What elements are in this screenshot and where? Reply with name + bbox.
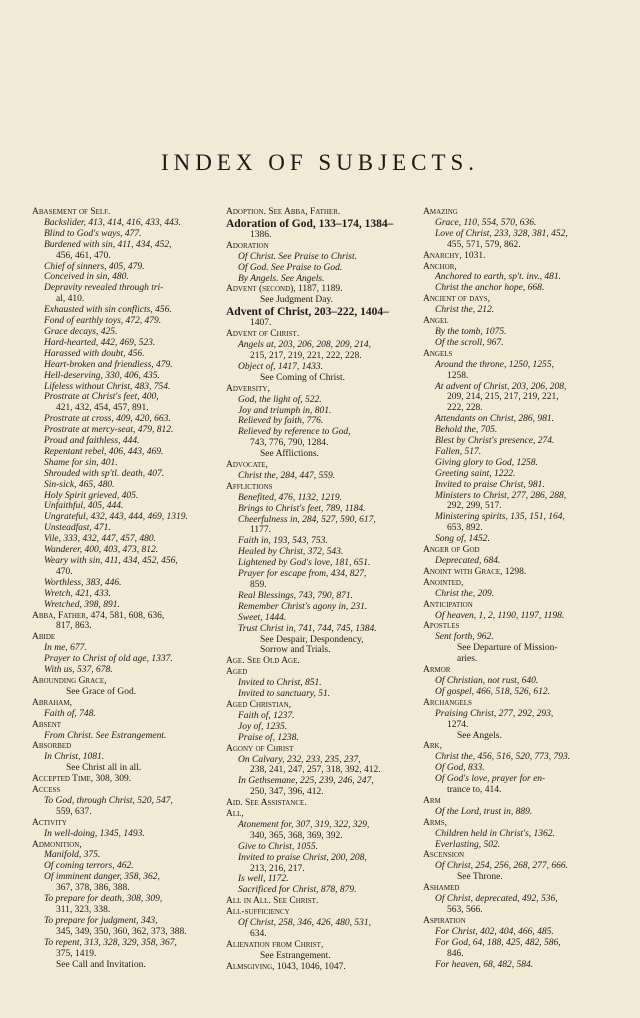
index-entry: Prostrate at Christ's feet, 400,: [44, 392, 159, 403]
index-heading: Angel: [423, 316, 449, 327]
index-entry: Blind to God's ways, 477.: [44, 228, 142, 239]
index-entry: Trust Christ in, 741, 744, 745, 1384.: [238, 623, 377, 634]
index-entry: Christ the, 284, 447, 559.: [238, 470, 336, 481]
index-heading: Age. See Old Age.: [226, 656, 300, 667]
index-column-2: [226, 207, 414, 973]
index-heading: Adoration of God, 133–174, 1384–: [226, 217, 394, 230]
index-entry: Christ the, 456, 516, 520, 773, 793.: [435, 752, 571, 763]
index-entry: Shrouded with sp'tl. death, 407.: [44, 468, 165, 479]
index-entry: Backslider, 413, 414, 416, 433, 443.: [44, 217, 181, 228]
index-entry: See Call and Invitation.: [56, 959, 146, 970]
index-entry: Proud and faithless, 444.: [44, 436, 140, 447]
index-entry: Joy and triumph in, 801.: [238, 405, 332, 416]
index-entry: 1386.: [250, 229, 272, 240]
index-entry: For God, 64, 188, 425, 482, 586,: [435, 937, 561, 948]
index-entry: Fallen, 517.: [435, 446, 482, 457]
index-entry: 311, 323, 338.: [56, 905, 111, 915]
index-entry: Of God, 833.: [435, 763, 485, 774]
index-heading: Almsgiving, 1043, 1046, 1047.: [226, 961, 346, 972]
index-entry: Exhausted with sin conflicts, 456.: [44, 305, 172, 316]
index-entry: Hard-hearted, 442, 469, 523.: [44, 337, 156, 348]
index-entry: Ungrateful, 432, 443, 444, 469, 1319.: [44, 512, 188, 523]
index-entry: 456, 461, 470.: [56, 250, 111, 261]
index-entry: 817, 863.: [56, 621, 92, 632]
index-entry: 292, 299, 517.: [447, 501, 502, 512]
index-entry: For heaven, 68, 482, 584.: [435, 959, 534, 970]
index-entry: Blest by Christ's presence, 274.: [435, 436, 555, 447]
index-entry: al, 410.: [56, 294, 85, 305]
index-cross-reference: See Christ all in all.: [66, 763, 142, 774]
index-entry: Behold the, 705.: [435, 425, 498, 436]
index-entry: 563, 566.: [447, 905, 483, 915]
index-entry: 421, 432, 454, 457, 891.: [56, 403, 149, 414]
index-entry: At advent of Christ, 203, 206, 208,: [435, 381, 567, 392]
index-entry: 340, 365, 368, 369, 392.: [250, 830, 343, 841]
index-entry: Wretched, 398, 891.: [44, 599, 120, 610]
index-entry: Cheerfulness in, 284, 527, 590, 617,: [238, 514, 376, 525]
index-entry: By Angels. See Angels.: [238, 273, 325, 284]
index-heading: Amazing: [423, 207, 458, 217]
index-entry: Around the throne, 1250, 1255,: [435, 359, 554, 370]
index-entry: Of gospel, 466, 518, 526, 612.: [435, 686, 551, 697]
index-column-1: [32, 207, 220, 970]
index-entry: 470.: [56, 566, 73, 577]
index-heading: Anger of God: [423, 545, 480, 556]
index-heading: Adoration: [226, 240, 269, 251]
index-heading: Aspiration: [423, 915, 466, 926]
index-entry: Unfaithful, 405, 444.: [44, 501, 124, 512]
index-cross-reference: See Grace of God.: [66, 686, 137, 697]
index-entry: Sent forth, 962.: [435, 632, 494, 643]
index-entry: With us, 537, 678.: [44, 665, 113, 676]
index-entry: Of coming terrors, 462.: [44, 861, 134, 872]
index-entry: Angels at, 203, 206, 208, 209, 214,: [238, 340, 371, 351]
index-heading: Absorbed: [32, 741, 72, 752]
index-entry: 213, 216, 217.: [250, 863, 305, 874]
index-heading: Arms,: [423, 817, 448, 828]
index-entry: Benefited, 476, 1132, 1219.: [238, 492, 343, 503]
index-entry: Repentant rebel, 406, 443, 469.: [44, 446, 164, 457]
index-entry: Depravity revealed through tri-: [44, 283, 164, 294]
index-heading: Adversity,: [226, 383, 270, 394]
index-heading: Armor: [423, 665, 451, 676]
index-entry: Shame for sin, 401.: [44, 457, 118, 468]
index-entry: 846.: [447, 948, 464, 959]
index-entry: Praising Christ, 277, 292, 293,: [435, 708, 554, 719]
index-entry: Lightened by God's love, 181, 651.: [238, 558, 371, 569]
index-entry: Holy Spirit grieved, 405.: [44, 490, 139, 501]
index-heading: Abasement of Self.: [32, 207, 111, 217]
page-title: INDEX OF SUBJECTS.: [160, 150, 480, 175]
index-entry: Remember Christ's agony in, 231.: [238, 601, 368, 612]
index-heading: Accepted Time, 308, 309.: [32, 774, 132, 785]
index-cross-reference: See Departure of Mission-: [457, 643, 558, 654]
index-entry: Heart-broken and friendless, 479.: [44, 359, 173, 370]
index-entry: Faith in, 193, 543, 753.: [238, 536, 328, 547]
index-entry: Invited to praise Christ, 200, 208,: [238, 852, 367, 863]
index-entry: Of Christian, not rust, 640.: [435, 675, 539, 686]
index-heading: Advent of Christ, 203–222, 1404–: [226, 306, 389, 319]
index-heading: Apostles: [423, 621, 460, 632]
index-heading: Alienation from Christ,: [226, 939, 324, 950]
index-entry: Christ the, 209.: [435, 588, 495, 599]
index-entry: 1177.: [250, 525, 272, 536]
index-entry: For Christ, 402, 404, 466, 485.: [435, 926, 554, 937]
index-entry: Of God. See Praise to God.: [238, 262, 343, 273]
index-entry: Prayer to Christ of old age, 1337.: [44, 654, 173, 665]
index-heading: Anointed,: [423, 577, 464, 588]
index-entry: 215, 217, 219, 221, 222, 228.: [250, 350, 362, 361]
index-entry: To God, through Christ, 520, 547,: [44, 795, 173, 806]
index-entry: 209, 214, 215, 217, 219, 221,: [447, 392, 559, 403]
index-entry: Attendants on Christ, 286, 981.: [435, 414, 555, 425]
index-entry: Invited to praise Christ, 981.: [435, 479, 545, 490]
index-entry: In Christ, 1081.: [44, 752, 105, 763]
index-entry: Atonement for, 307, 319, 322, 329,: [238, 819, 370, 830]
index-entry: Sin-sick, 465, 480.: [44, 479, 115, 490]
index-heading: Ascension: [423, 850, 465, 861]
index-entry: Is well, 1172.: [238, 874, 289, 885]
index-entry: 238, 241, 247, 257, 318, 392, 412.: [250, 765, 381, 776]
index-entry: In me, 677.: [44, 643, 87, 654]
index-heading: Abounding Grace,: [32, 675, 107, 686]
index-cross-reference: See Despair, Despondency,: [260, 634, 364, 645]
index-entry: 1258.: [447, 370, 469, 381]
index-entry: Healed by Christ, 372, 543.: [238, 547, 344, 558]
index-entry: On Calvary, 232, 233, 235, 237,: [238, 754, 361, 765]
index-heading: Abba, Father, 474, 581, 608, 636,: [32, 610, 165, 621]
index-entry: Song of, 1452.: [435, 534, 490, 545]
index-entry: To prepare for death, 308, 309,: [44, 894, 163, 905]
index-entry: Unsteadfast, 471.: [44, 523, 111, 534]
index-entry: Prostrate at mercy-seat, 479, 812.: [44, 425, 174, 436]
index-entry: 222, 228.: [447, 403, 483, 414]
index-heading: Advent (second), 1187, 1189.: [226, 284, 343, 295]
index-entry: Sacrificed for Christ, 878, 879.: [238, 885, 357, 896]
index-entry: Manifold, 375.: [44, 850, 101, 861]
index-entry: Christ the anchor hope, 668.: [435, 283, 545, 294]
index-heading: Activity: [32, 817, 67, 828]
index-entry: Chief of sinners, 405, 479.: [44, 261, 145, 272]
index-entry: Hell-deserving, 330, 406, 435.: [44, 370, 160, 381]
index-heading: Afflictions: [226, 481, 273, 492]
index-heading: Ancient of days,: [423, 294, 491, 305]
index-entry: Ministers to Christ, 277, 286, 288,: [435, 490, 567, 501]
index-entry: Invited to Christ, 851.: [238, 678, 322, 689]
index-heading: All,: [226, 809, 244, 820]
index-heading: Aged Christian,: [226, 699, 291, 710]
index-entry: Of heaven, 1, 2, 1190, 1197, 1198.: [435, 610, 565, 621]
index-heading: Advocate,: [226, 460, 268, 471]
index-entry: To repent, 313, 328, 329, 358, 367,: [44, 937, 177, 948]
index-entry: Wretch, 421, 433.: [44, 588, 111, 599]
index-entry: Christ the, 212.: [435, 305, 495, 316]
index-entry: Relieved by reference to God,: [238, 427, 351, 438]
index-entry: In Gethsemane, 225, 239, 246, 247,: [238, 776, 374, 787]
index-entry: 743, 776, 790, 1284.: [250, 438, 329, 449]
index-entry: 1407.: [250, 318, 272, 329]
index-entry: Brings to Christ's feet, 789, 1184.: [238, 503, 366, 514]
index-entry: Prostrate at cross, 409, 420, 663.: [44, 414, 171, 425]
index-heading: Advent of Christ.: [226, 329, 300, 340]
index-entry: Grace, 110, 554, 570, 636.: [435, 217, 537, 228]
index-cross-reference: See Afflictions.: [260, 449, 319, 460]
index-entry: In well-doing, 1345, 1493.: [44, 828, 145, 839]
index-entry: Give to Christ, 1055.: [238, 841, 318, 852]
index-heading: Adoption. See Abba, Father.: [226, 207, 341, 217]
index-entry: Anchored to earth, sp't. inv., 481.: [435, 272, 562, 283]
index-entry: Vile, 333, 432, 447, 457, 480.: [44, 534, 156, 545]
index-cross-reference: aries.: [457, 654, 478, 665]
index-heading: Anticipation: [423, 599, 473, 610]
index-entry: Object of, 1417, 1433.: [238, 361, 323, 372]
index-entry: Prayer for escape from, 434, 827,: [238, 569, 367, 580]
index-column-3: [423, 207, 613, 970]
index-entry: Love of Christ, 233, 328, 381, 452,: [435, 228, 568, 239]
index-entry: Faith of, 1237.: [238, 710, 295, 721]
index-entry: 653, 892.: [447, 523, 483, 534]
index-entry: God, the light of, 522.: [238, 394, 322, 405]
index-entry: Wanderer, 400, 403, 473, 812.: [44, 545, 159, 556]
index-cross-reference: See Angels.: [457, 730, 502, 741]
index-entry: Of imminent danger, 358, 362,: [44, 872, 160, 883]
index-entry: 250, 347, 396, 412.: [250, 787, 324, 798]
index-heading: Anarchy, 1031.: [423, 250, 486, 261]
index-entry: Praise of, 1238.: [238, 732, 299, 743]
index-entry: Everlasting, 502.: [435, 839, 501, 850]
index-entry: Of God's love, prayer for en-: [435, 774, 546, 785]
index-entry: 345, 349, 350, 360, 362, 373, 388.: [56, 926, 187, 937]
index-entry: Real Blessings, 743, 790, 871.: [238, 590, 354, 601]
index-heading: Admonition,: [32, 839, 82, 850]
index-entry: Children held in Christ's, 1362.: [435, 828, 555, 839]
index-cross-reference: See Coming of Christ.: [260, 372, 345, 383]
index-entry: Giving glory to God, 1258.: [435, 457, 538, 468]
index-entry: Lifeless without Christ, 483, 754.: [44, 381, 171, 392]
index-heading: Agony of Christ: [226, 743, 294, 754]
index-entry: By the tomb, 1075.: [435, 326, 507, 337]
index-heading: Ark,: [423, 741, 442, 752]
index-entry: trance to, 414.: [447, 785, 502, 796]
index-cross-reference: See Judgment Day.: [260, 295, 333, 306]
index-entry: Conceived in sin, 480.: [44, 272, 129, 283]
index-entry: Of Christ. See Praise to Christ.: [238, 251, 358, 262]
index-entry: Worthless, 383, 446.: [44, 577, 122, 588]
index-entry: Invited to sanctuary, 51.: [238, 689, 331, 700]
index-entry: 375, 1419.: [56, 948, 97, 959]
index-entry: 559, 637.: [56, 806, 92, 817]
index-heading: All-sufficiency: [226, 907, 290, 918]
index-entry: Of Christ, deprecated, 492, 536,: [435, 894, 558, 905]
index-entry: 1274.: [447, 719, 469, 730]
index-entry: Deprecated, 684.: [435, 556, 501, 566]
index-heading: Angels: [423, 348, 453, 359]
index-heading: Access: [32, 785, 61, 796]
index-cross-reference: See Estrangement.: [260, 950, 331, 961]
index-entry: From Christ. See Estrangement.: [44, 730, 167, 741]
index-heading: Aged: [226, 667, 248, 678]
index-heading: Ashamed: [423, 883, 460, 894]
index-heading: Anoint with Grace, 1298.: [423, 566, 527, 577]
index-entry: Relieved by faith, 776.: [238, 416, 324, 427]
index-entry: Faith of, 748.: [44, 708, 96, 719]
index-heading: Arm: [423, 795, 441, 806]
index-entry: Burdened with sin, 411, 434, 452,: [44, 239, 172, 250]
index-entry: 367, 378, 386, 388.: [56, 883, 130, 894]
index-heading: Abraham,: [32, 697, 72, 708]
index-entry: 634.: [250, 929, 267, 939]
index-entry: 859.: [250, 580, 267, 590]
index-heading: Abide: [32, 632, 56, 643]
index-entry: Grace decays, 425.: [44, 326, 118, 337]
index-entry: Of the Lord, trust in, 889.: [435, 806, 533, 817]
index-cross-reference: See Throne.: [457, 872, 503, 883]
index-cross-reference: Sorrow and Trials.: [260, 645, 331, 656]
index-entry: Of the scroll, 967.: [435, 337, 504, 348]
index-entry: Of Christ, 258, 346, 426, 480, 531,: [238, 918, 372, 929]
index-entry: To prepare for judgment, 343,: [44, 915, 158, 926]
index-entry: Of Christ, 254, 256, 268, 277, 666.: [435, 861, 569, 872]
index-heading: All in All. See Christ.: [226, 896, 319, 907]
index-entry: Sweet, 1444.: [238, 612, 287, 623]
index-heading: Anchor,: [423, 261, 457, 272]
index-entry: 455, 571, 579, 862.: [447, 239, 521, 250]
index-heading: Archangels: [423, 697, 472, 708]
index-heading: Absent: [32, 719, 62, 730]
index-entry: Harassed with doubt, 456.: [44, 348, 145, 359]
index-entry: Weary with sin, 411, 434, 452, 456,: [44, 556, 178, 566]
index-entry: Fond of earthly toys, 472, 479.: [44, 316, 162, 327]
index-entry: Ministering spirits, 135, 151, 164,: [435, 512, 565, 523]
index-entry: Greeting saint, 1222.: [435, 468, 516, 479]
index-entry: Joy of, 1235.: [238, 721, 288, 732]
index-heading: Aid. See Assistance.: [226, 798, 307, 809]
